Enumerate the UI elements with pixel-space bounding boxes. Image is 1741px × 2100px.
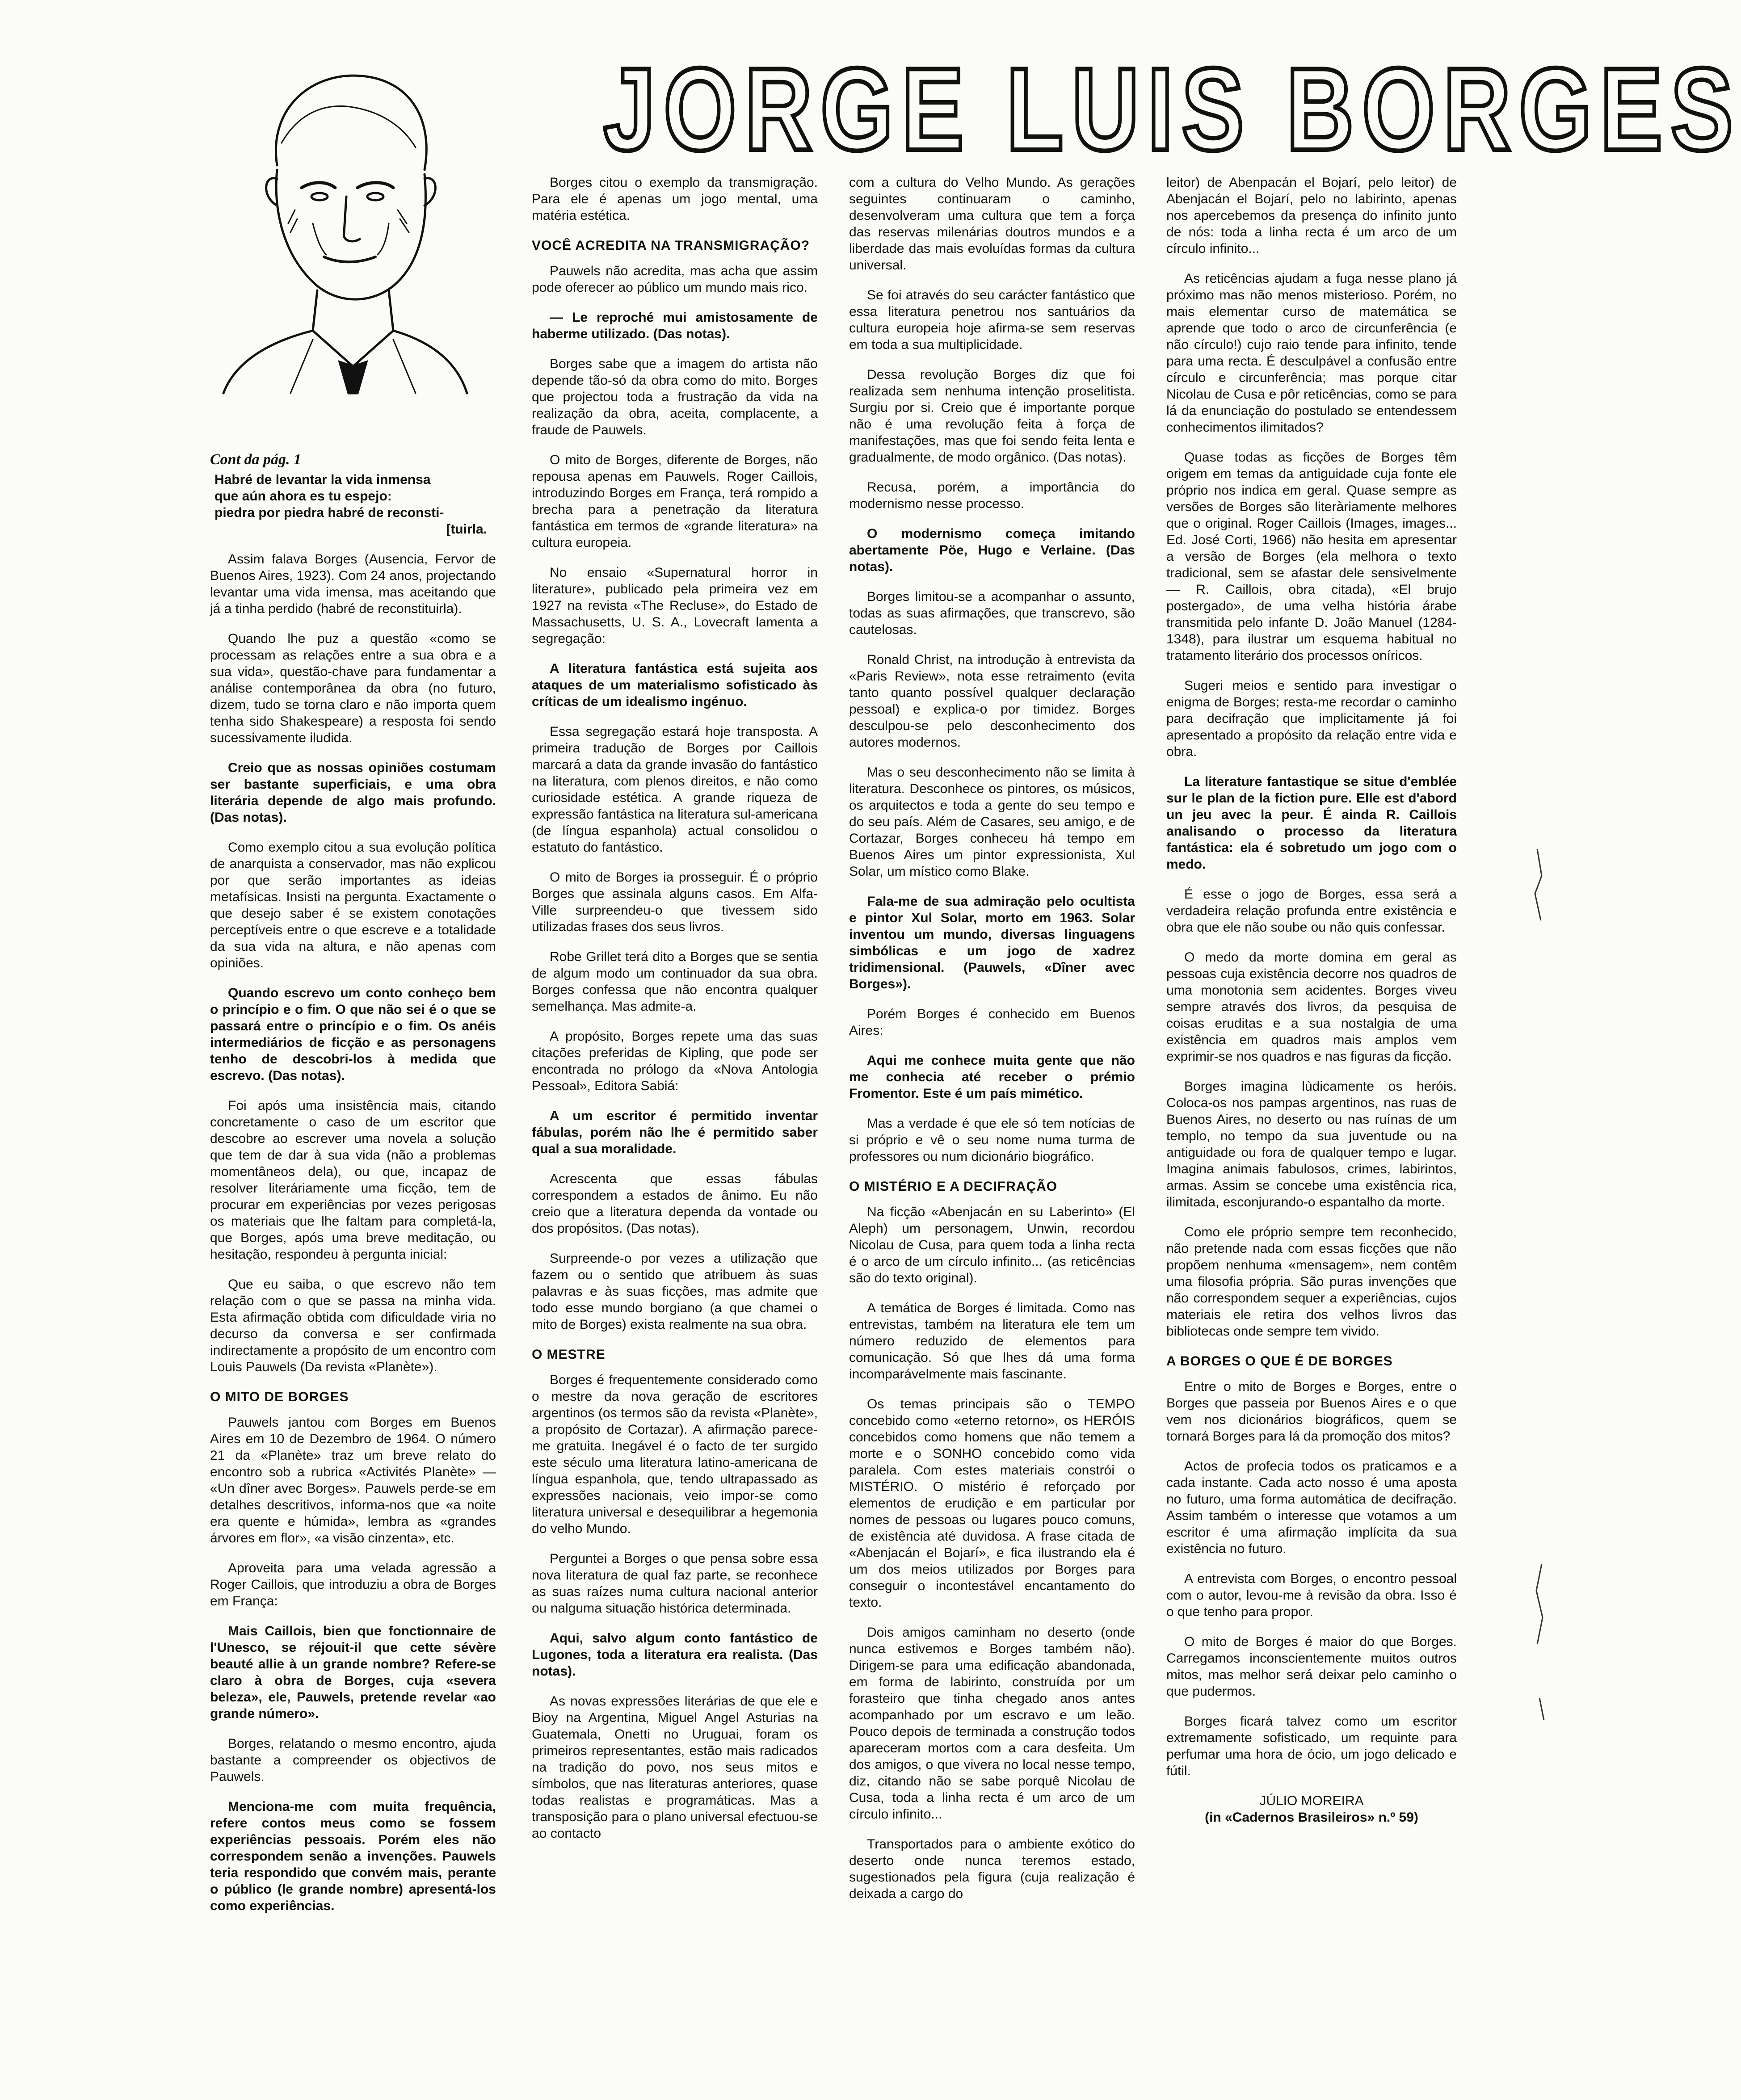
paragraph: As reticências ajudam a fuga nesse plano já próximo mas não menos misterioso. Porém, no mais elementar curso de matemática se aprende que todo o arco de circunferência (e não círculo!) cujo raio tende para infinito, tende para uma recta. É desculpável a confusão entre círculo e circunferência; mas porque citar Nicolau de Cusa e pôr reticências, como se para lá da enunciação do postulado se entendessem conhecimentos ilimitados? [1166,271,1457,435]
paragraph: Surpreende-o por vezes a utilização que fazem ou o sentido que atribuem às suas palavras e às suas ficções, mas admite que todo esse mundo borgiano (a que chamei o mito de Borges) exista realmente na sua obra. [532,1251,818,1332]
paragraph: O medo da morte domina em geral as pessoas cuja existência decorre nos quadros de uma monotonia sem acidentes. Borges viveu sempre através dos livros, da pesquisa de coisas eruditas e a sua nostalgia de uma existência em quadros mais amplos vem exprimir-se nos quadros e nas figuras da ficção. [1166,950,1457,1064]
paragraph: Dois amigos caminham no deserto (onde nunca estivemos e Borges também não). Dirigem-se para uma edificação abandonada, em forma de labirinto, construída por um forasteiro que tinha chegado anos antes acompanhado por um escravo e um leão. Pouco depois de terminada a construção todos apareceram mortos com a cara desfeita. Um dos amigos, o que vivera no local nesse tempo, diz, citando não se sabe porquê Nicolau de Cusa, toda a linha recta é um arco de um círculo infinito... [849,1625,1135,1822]
poem-line: piedra por piedra habré de reconsti- [214,505,444,520]
quote-paragraph: A um escritor é permitido inventar fábulas, porém não lhe é permitido saber qual a sua moralidade. [532,1109,818,1156]
quote-paragraph: Aqui me conhece muita gente que não me conhecia até receber o prémio Fromentor. Este é um país mimético. [849,1053,1135,1101]
section-heading-transmigracao: VOCÊ ACREDITA NA TRANSMIGRAÇÃO? [532,238,810,253]
paragraph: Ronald Christ, na introdução à entrevista da «Paris Review», nota esse retraimento (evita tanto quanto possível qualquer declaração pessoal) e explica-o por timidez. Borges desculpou-se pelo desconhecimento dos autores modernos. [849,652,1135,750]
paragraph: Pauwels não acredita, mas acha que assim pode oferecer ao público um mundo mais rico. [532,264,818,295]
paragraph: Borges imagina lùdicamente os heróis. Coloca-os nos pampas argentinos, nas ruas de Buenos Aires, no deserto ou nas ruínas de um templo, no tempo da sua juventude ou na antiguidade ou fora de qualquer tempo e lugar. Imagina animais fabulosos, crimes, labirintos, armas. Assim se concebe uma existência rica, ilimitada, esconjurando-o espantalho da morte. [1166,1079,1457,1210]
column-2 [532,174,818,1855]
column-1 [210,451,496,1928]
paragraph: Borges citou o exemplo da transmigração. Para ele é apenas um jogo mental, uma matéria estética. [532,175,818,223]
paragraph: Como ele próprio sempre tem reconhecido, não pretende nada com essas ficções que não propõem nenhuma «mensagem», nem contêm uma filosofia própria. São puras invenções que não correspondem sequer a experiências, cujos materiais ele retira dos velhos livros das bibliotecas onde sempre tem vivido. [1166,1225,1457,1339]
quote-paragraph: O modernismo começa imitando abertamente Pöe, Hugo e Verlaine. (Das notas). [849,526,1135,574]
column-3 [849,174,1135,1915]
paragraph: Quase todas as ficções de Borges têm origem em temas da antiguidade cuja fonte ele próprio nos indica em geral. Quase sempre as versões de Borges são literàriamente melhores que o original. Roger Caillois (Images, images... Ed. José Corti, 1966) não hesita em apresentar a versão de Borges (ela melhora o texto tradicional, sem se afastar dele sensivelmente — R. Caillois, obra citada), «El brujo postergado», de uma velha história árabe transmitida pelo infante D. João Manuel (1284-1348), para ilustrar um esquema habitual no tratamento literário dos processos oníricos. [1166,450,1457,663]
borges-portrait-illustration [210,54,469,393]
paragraph: com a cultura do Velho Mundo. As gerações seguintes continuaram o caminho, desenvolveram uma cultura que tem a força das reservas milenárias doutros mundos e a liberdade das mais evoluídas formas da cultura universal. [849,175,1135,273]
paragraph: A temática de Borges é limitada. Como nas entrevistas, também na literatura ele tem um número reduzido de elementos para comunicação. Só que lhes dá uma forma incomparávelmente mais fascinante. [849,1301,1135,1382]
paragraph: Quando lhe puz a questão «como se processam as relações entre a sua obra e a sua vida», questão-chave para fundamentar a análise contemporânea da obra (no futuro, dizem, tudo se torna claro e não importa quem tenha sido Shakespeare) a resposta foi sendo sucessivamente iludida. [210,631,496,745]
paragraph: A entrevista com Borges, o encontro pessoal com o autor, levou-me à revisão da obra. Isso é o que tenho para propor. [1166,1571,1457,1619]
paragraph: Borges, relatando o mesmo encontro, ajuda bastante a compreender os objectivos de Pauwels. [210,1736,496,1784]
paragraph: Se foi através do seu carácter fantástico que essa literatura penetrou nos santuários da cultura europeia hoje afirma-se sem reservas em toda a sua multiplicidade. [849,288,1135,352]
paragraph: Os temas principais são o TEMPO concebido como «eterno retorno», os HERÓIS concebidos como homens que não temem a morte e o SONHO concebido como vida paralela. Com estes materiais constrói o MISTÉRIO. O mistério é reforçado por elementos de erudição e em particular por nomes de pessoas ou lugares pouco comuns, de existência até duvidosa. A frase citada de «Abenjacán el Bojarí», e fica ilustrando ela é um dos meios utilizados por Borges para conseguir o incontestável encantamento do texto. [849,1397,1135,1610]
paragraph: Essa segregação estará hoje transposta. A primeira tradução de Borges por Caillois marcará a data da grande invasão do fantástico na literatura, com plenos direitos, e não como curiosidade estética. A grande riqueza de expressão fantástica na literatura sul-americana (de língua espanhola) actual consolidou o estatuto do fantástico. [532,724,818,855]
paragraph: Borges ficará talvez como um escritor extremamente sofisticado, um requinte para perfumar uma hora de ócio, um jogo delicado e fútil. [1166,1714,1457,1778]
poem-line: que aún ahora es tu espejo: [214,489,392,504]
paragraph: O mito de Borges, diferente de Borges, não repousa apenas em Pauwels. Roger Caillois, introduzindo Borges em França, terá rompido a brecha para a penetração da literatura fantástica em termos de «grande literatura» na cultura europeia. [532,453,818,550]
quote-paragraph: — Le reproché mui amistosamente de haberme utilizado. (Das notas). [532,310,818,341]
epigraph-poem [210,471,496,538]
page-title: JORGE LUIS BORGES [603,43,1741,175]
paragraph: Perguntei a Borges o que pensa sobre essa nova literatura de qual faz parte, se reconhece as suas raízes numa cultura nacional anterior ou nalguma situação histórica determinada. [532,1551,818,1616]
paragraph: Recusa, porém, a importância do modernismo nesse processo. [849,480,1135,511]
author-signature: JÚLIO MOREIRA [1259,1793,1364,1808]
section-heading-mestre: O MESTRE [532,1347,606,1362]
quote-paragraph: Aqui, salvo algum conto fantástico de Lugones, toda a literatura era realista. (Das notas). [532,1631,818,1679]
paragraph: O mito de Borges é maior do que Borges. Carregamos inconscientemente muitos outros mitos, mas melhor será deixar pelo caminho o que pudermos. [1166,1634,1457,1699]
section-heading-borges: A BORGES O QUE É DE BORGES [1166,1354,1393,1369]
paragraph: Actos de profecia todos os praticamos e a cada instante. Cada acto nosso é uma aposta no futuro, uma forma automática de decifração. Assim também o interesse que votamos a um escritor é uma afirmação implícita da sua existência no futuro. [1166,1459,1457,1556]
paragraph: Acrescenta que essas fábulas correspondem a estados de ânimo. Eu não creio que a literatura dependa da vontade ou dos propósitos. (Das notas). [532,1172,818,1236]
page-edge-binding-marks [1510,0,1555,2100]
paragraph: Como exemplo citou a sua evolução política de anarquista a conservador, mas não explicou por que serão importantes as ideias metafísicas. Insisti na pergunta. Exactamente o que desejo saber é se existem conotações perceptíveis entre o que escreve e a totalidade da sua vida na altura, e não apenas com opiniões. [210,840,496,970]
paragraph: Entre o mito de Borges e Borges, entre o Borges que passeia por Buenos Aires e o que vem nos dicionários biográficos, quem se tornará Borges para lá da promoção dos mitos? [1166,1379,1457,1444]
paragraph: Assim falava Borges (Ausencia, Fervor de Buenos Aires, 1923). Com 24 anos, projectando levantar uma vida imensa, mas aceitando que já a tinha perdido (habré de reconstituirla). [210,552,496,616]
paragraph: É esse o jogo de Borges, essa será a verdadeira relação profunda entre existência e obra que ele não soube ou não quis confessar. [1166,887,1457,935]
quote-paragraph: Fala-me de sua admiração pelo ocultista e pintor Xul Solar, morto em 1963. Solar inventou um mundo, diversas linguagens simbólicas e um jogo de xadrez tridimensional. (Pauwels, «Dîner avec Borges»). [849,894,1135,991]
quote-paragraph: Mais Caillois, bien que fonctionnaire de l'Unesco, se réjouit-il que cette sévère beauté allie à un grande nombre? Refere-se claro à obra de Borges, cuja «severa beleza», ele, Pauwels, pretende revelar «ao grande número». [210,1624,496,1721]
paragraph: Sugeri meios e sentido para investigar o enigma de Borges; resta-me recordar o caminho para decifração que implicitamente já foi apresentado a propósito da relação entre vida e obra. [1166,678,1457,759]
paragraph: leitor) de Abenpacán el Bojarí, pelo leitor) de Abenjacán el Bojarí, pelo no labirinto, apenas nos apercebemos da presença do infinito junto de nós: toda a linha recta é um arco de um círculo infinito... [1166,175,1457,256]
paragraph: Borges sabe que a imagem do artista não depende tão-só da obra como do mito. Borges que projectou toda a frustração da vida na realização da obra, aceita, complacente, a fraude de Pauwels. [532,357,818,437]
paragraph: Porém Borges é conhecido em Buenos Aires: [849,1007,1135,1038]
poem-line: [tuirla. [446,522,487,537]
quote-paragraph: La literature fantastique se situe d'emblée sur le plan de la fiction pure. Elle est d'abord un jeu avec la peur. É ainda R. Caillois analisando o processo da literatura fantástica: ela é sobretudo um jogo com o medo. [1166,774,1457,872]
paragraph: Pauwels jantou com Borges em Buenos Aires em 10 de Dezembro de 1964. O número 21 da «Planète» traz um breve relato do encontro sob a rubrica «Activités Planète» — «Un dîner avec Borges». Pauwels perde-se em detalhes descritivos, informa-nos que «a noite era quente e húmida», lembra as «grandes árvores em flor», «a visão cinzenta», etc. [210,1415,496,1546]
paragraph: Borges limitou-se a acompanhar o assunto, todas as suas afirmações, que transcrevo, são cautelosas. [849,589,1135,637]
paragraph: Mas o seu desconhecimento não se limita à literatura. Desconhece os pintores, os músicos, os arquitectos e toda a gente do seu tempo e do seu país. Além de Casares, seu amigo, e de Cortazar, Borges conheceu há tempo em Buenos Aires um pintor expressionista, Xul Solar, um místico como Blake. [849,765,1135,879]
quote-paragraph: Quando escrevo um conto conheço bem o princípio e o fim. O que não sei é o que se passará entre o princípio e o fim. Os anéis intermediários de ficção e as personagens tenho de descobri-los à medida que escrevo. (Das notas). [210,986,496,1083]
source-reference: (in «Cadernos Brasileiros» n.º 59) [1205,1810,1418,1825]
column-4 [1166,174,1457,1826]
paragraph: A propósito, Borges repete uma das suas citações preferidas de Kipling, que pode ser encontrada no prólogo da «Nova Antologia Pessoal», Editora Sabiá: [532,1029,818,1093]
paragraph: Robe Grillet terá dito a Borges que se sentia de algum modo um continuador da sua obra. Borges confessa que não encontra qualquer semelhança. Mas admite-a. [532,949,818,1014]
paragraph: Dessa revolução Borges diz que foi realizada sem nenhuma intenção proselitista. Surgiu por si. Creio que é importante porque não é uma revolução feita à força de manifestações, mas que foi sendo feita lenta e gradualmente, de modo orgânico. (Das notas). [849,367,1135,465]
continuation-label: Cont da pág. 1 [210,451,302,468]
quote-paragraph: Que eu saiba, o que escrevo não tem relação com o que se passa na minha vida. Esta afirmação obtida com dificuldade viria no decurso da conversa e ser confirmada indirectamente a propósito de um encontro com Louis Pauwels (Da revista «Planète»). [210,1277,496,1374]
paragraph: Borges é frequentemente considerado como o mestre da nova geração de escritores argentinos (os termos são da revista «Planète», a propósito de Cortazar). A afirmação parece-me gratuita. Inegável é o facto de ter surgido este século uma literatura latino-americana de língua espanhola, que, tendo ultrapassado as expressões nacionais, veio impor-se como literatura universal e desequilibrar a hegemonia do velho Mundo. [532,1373,818,1536]
section-heading-mito: O MITO DE BORGES [210,1390,349,1404]
paragraph: Transportados para o ambiente exótico do deserto onde nunca teremos estado, sugestionados pela figura (cuja realização é deixada a cargo do [849,1837,1135,1901]
paragraph: Aproveita para uma velada agressão a Roger Caillois, que introduziu a obra de Borges em França: [210,1561,496,1609]
paragraph: As novas expressões literárias de que ele e Bioy na Argentina, Miguel Angel Asturias na Guatemala, Onetti no Uruguai, foram os primeiros representantes, estão mais radicados na tradição do povo, nos seus mitos e símbolos, que nas literaturas anteriores, quase todas realistas e programáticas. Mas a transposição para o plano universal efectuou-se ao contacto [532,1694,818,1841]
quote-paragraph: A literatura fantástica está sujeita aos ataques de um materialismo sofisticado às críticas de um idealismo ingénuo. [532,661,818,709]
poem-line: Habré de levantar la vida inmensa [214,472,431,487]
paragraph: No ensaio «Supernatural horror in literature», publicado pela primeira vez em 1927 na revista «The Recluse», do Estado de Massachusetts, U. S. A., Lovecraft lamenta a segregação: [532,565,818,646]
paragraph: Na ficção «Abenjacán en su Laberinto» (El Aleph) um personagem, Unwin, recordou Nicolau de Cusa, para quem toda a linha recta é o arco de um círculo infinito... (as reticências são do texto original). [849,1205,1135,1285]
paragraph: Mas a verdade é que ele só tem notícias de si próprio e vê o seu nome numa turma de professores ou num dicionário biográfico. [849,1116,1135,1164]
paragraph: O mito de Borges ia prosseguir. É o próprio Borges que assinala alguns casos. Em Alfa-Ville surpreendeu-o que tivessem sido utilizadas frases dos seus livros. [532,870,818,934]
section-heading-misterio: O MISTÉRIO E A DECIFRAÇÃO [849,1179,1058,1194]
quote-paragraph: Menciona-me com muita frequência, refere contos meus como se fossem experiências pessoais. Porém eles não correspondem senão a invenções. Pauwels teria respondido que convém mais, perante o público (le grande nombre) apresentá-los como experiências. [210,1799,496,1913]
paragraph: Foi após uma insistência mais, citando concretamente o caso de um escritor que descobre ao escrever uma novela a solução que tem de dar à sua vida (não a problemas momentâneos dela), ou que, incapaz de resolver literáriamente uma ficção, tem de procurar em experiências por vezes perigosas os materiais que lhe faltam para completá-la, que Borges, após uma breve meditação, ou hesitação, respondeu à pergunta inicial: [210,1098,496,1262]
quote-paragraph: Creio que as nossas opiniões costumam ser bastante superficiais, e uma obra literária depende de algo mais profundo. (Das notas). [210,760,496,825]
